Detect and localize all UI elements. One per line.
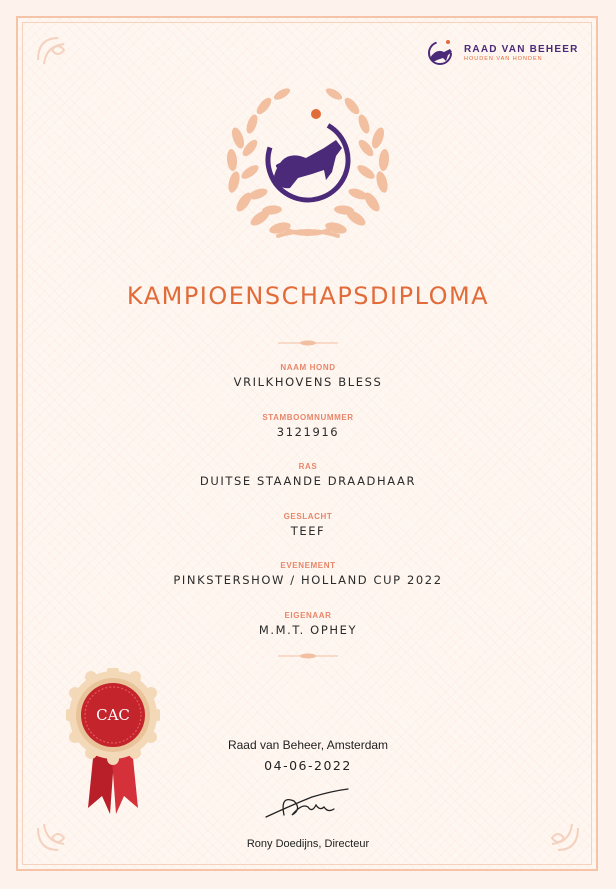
dog-leaping-logo-icon — [424, 38, 458, 68]
field-label: EVENEMENT — [280, 561, 336, 570]
laurel-wreath-icon — [208, 78, 408, 248]
diploma-title: KAMPIOENSCHAPSDIPLOMA — [126, 282, 490, 310]
handwritten-signature — [262, 785, 352, 825]
field-dog-name — [0, 362, 616, 412]
divider-ornament — [278, 653, 338, 659]
field-value: PINKSTERSHOW / HOLLAND CUP 2022 — [173, 573, 443, 587]
corner-ornament-icon — [32, 30, 72, 70]
field-value: TEEF — [290, 523, 326, 538]
issuing-place: Raad van Beheer, Amsterdam — [227, 738, 389, 752]
seal-label: CAC — [96, 706, 130, 724]
brand-name: RAAD VAN BEHEER — [464, 44, 579, 55]
signer-name: Rony Doedijns, Directeur — [246, 838, 370, 850]
field-label: STAMBOOMNUMMER — [262, 412, 354, 422]
brand-tagline: HOUDEN VAN HONDEN — [464, 56, 543, 62]
field-owner — [0, 610, 616, 660]
field-pedigree-number — [0, 412, 616, 462]
field-value: DUITSE STAANDE DRAADHAAR — [199, 474, 417, 488]
field-label: RAS — [298, 462, 318, 471]
field-label: GESLACHT — [283, 511, 333, 521]
brand-logo — [424, 38, 579, 68]
field-breed — [0, 461, 616, 511]
field-event — [0, 560, 616, 610]
field-label: NAAM HOND — [280, 363, 336, 372]
field-sex — [0, 511, 616, 561]
divider-ornament — [278, 340, 338, 346]
field-value: M.M.T. OPHEY — [258, 622, 358, 637]
field-value: 3121916 — [276, 424, 340, 439]
diploma-fields — [0, 362, 616, 659]
field-value: VRILKHOVENS BLESS — [233, 375, 383, 389]
field-label: EIGENAAR — [284, 610, 332, 620]
issue-date: 04-06-2022 — [264, 758, 352, 773]
